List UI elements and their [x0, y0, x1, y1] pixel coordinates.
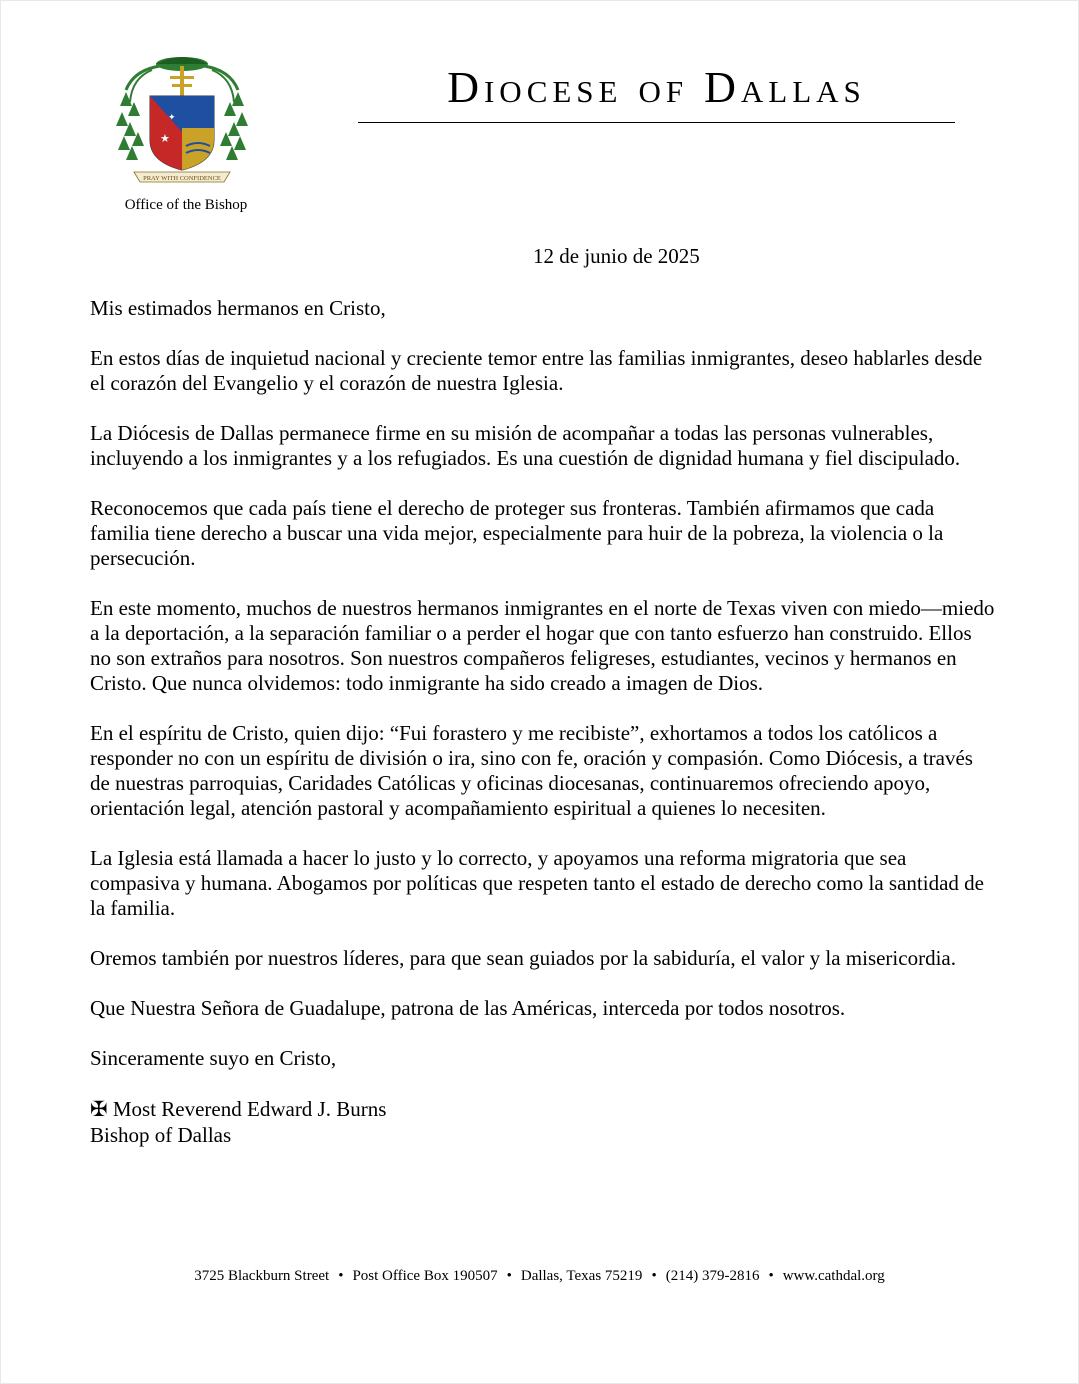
closing: Sinceramente suyo en Cristo,	[90, 1046, 337, 1070]
paragraph: Que Nuestra Señora de Guadalupe, patrona de las Américas, interceda por todos nosotros.	[90, 996, 846, 1020]
paragraph: La Iglesia está llamada a hacer lo justo y lo correcto, y apoyamos una reforma migratoria que sea compasiva y humana. Abogamos por políticas que respeten tanto el estado de derecho como la santidad de la familia.	[90, 846, 984, 920]
footer-separator: •	[338, 1268, 344, 1284]
paragraph: Oremos también por nuestros líderes, para que sean guiados por la sabiduría, el valor y la misericordia.	[90, 946, 956, 970]
svg-text:★: ★	[160, 132, 170, 145]
letterhead-divider	[358, 122, 955, 123]
footer-website[interactable]: www.cathdal.org	[782, 1268, 885, 1284]
footer-street: 3725 Blackburn Street	[194, 1268, 330, 1284]
signature-name-line	[90, 1096, 995, 1122]
paragraph: En el espíritu de Cristo, quien dijo: “Fui forastero y me recibiste”, exhortamos a todos los católicos a responder no con un espíritu de división o ira, sino con fe, oración y compasión. Como Diócesis, a través de nuestras parroquias, Caridades Católicas y oficinas diocesanas, continuaremos ofreciendo apoyo, orientación legal, atención pastoral y acompañamiento espiritual a quienes lo necesiten.	[90, 721, 973, 820]
letter-date: 12 de junio de 2025	[533, 244, 700, 268]
footer-separator: •	[651, 1268, 657, 1284]
letter-body	[90, 296, 995, 1148]
svg-text:✦: ✦	[168, 113, 176, 123]
paragraph: En estos días de inquietud nacional y creciente temor entre las familias inmigrantes, deseo hablarles desde el corazón del Evangelio y el corazón de nuestra Iglesia.	[90, 346, 983, 395]
signature-block	[90, 1096, 995, 1148]
letterhead-title: Diocese of Dallas	[447, 63, 866, 112]
coat-of-arms-logo	[112, 50, 252, 190]
signature-name: Most Reverend Edward J. Burns	[112, 1097, 387, 1121]
footer-phone: (214) 379-2816	[665, 1268, 760, 1284]
footer-city: Dallas, Texas 75219	[520, 1268, 643, 1284]
footer-po-box: Post Office Box 190507	[352, 1268, 498, 1284]
signature-title: Bishop of Dallas	[90, 1123, 232, 1147]
cross-icon: ✠	[90, 1097, 108, 1121]
footer-separator: •	[768, 1268, 774, 1284]
office-of-the-bishop-label: Office of the Bishop	[124, 197, 248, 213]
paragraph: En este momento, muchos de nuestros hermanos inmigrantes en el norte de Texas viven con miedo—miedo a la deportación, a la separación familiar o a perder el hogar que con tanto esfuerzo han construido. Ellos no son extraños para nosotros. Son nuestros compañeros feligreses, estudiantes, vecinos y hermanos en Cristo. Que nunca olvidemos: todo inmigrante ha sido creado a imagen de Dios.	[90, 596, 995, 695]
svg-text:PRAY WITH CONFIDENCE: PRAY WITH CONFIDENCE	[143, 175, 221, 182]
footer-separator: •	[506, 1268, 512, 1284]
paragraph: Reconocemos que cada país tiene el derecho de proteger sus fronteras. También afirmamos que cada familia tiene derecho a buscar una vida mejor, especialmente para huir de la pobreza, la violencia o la persecución.	[90, 496, 944, 570]
footer-address	[0, 1268, 1079, 1285]
salutation: Mis estimados hermanos en Cristo,	[90, 296, 386, 320]
paragraph: La Diócesis de Dallas permanece firme en su misión de acompañar a todas las personas vulnerables, incluyendo a los inmigrantes y a los refugiados. Es una cuestión de dignidad humana y fiel discipulado.	[90, 421, 961, 470]
